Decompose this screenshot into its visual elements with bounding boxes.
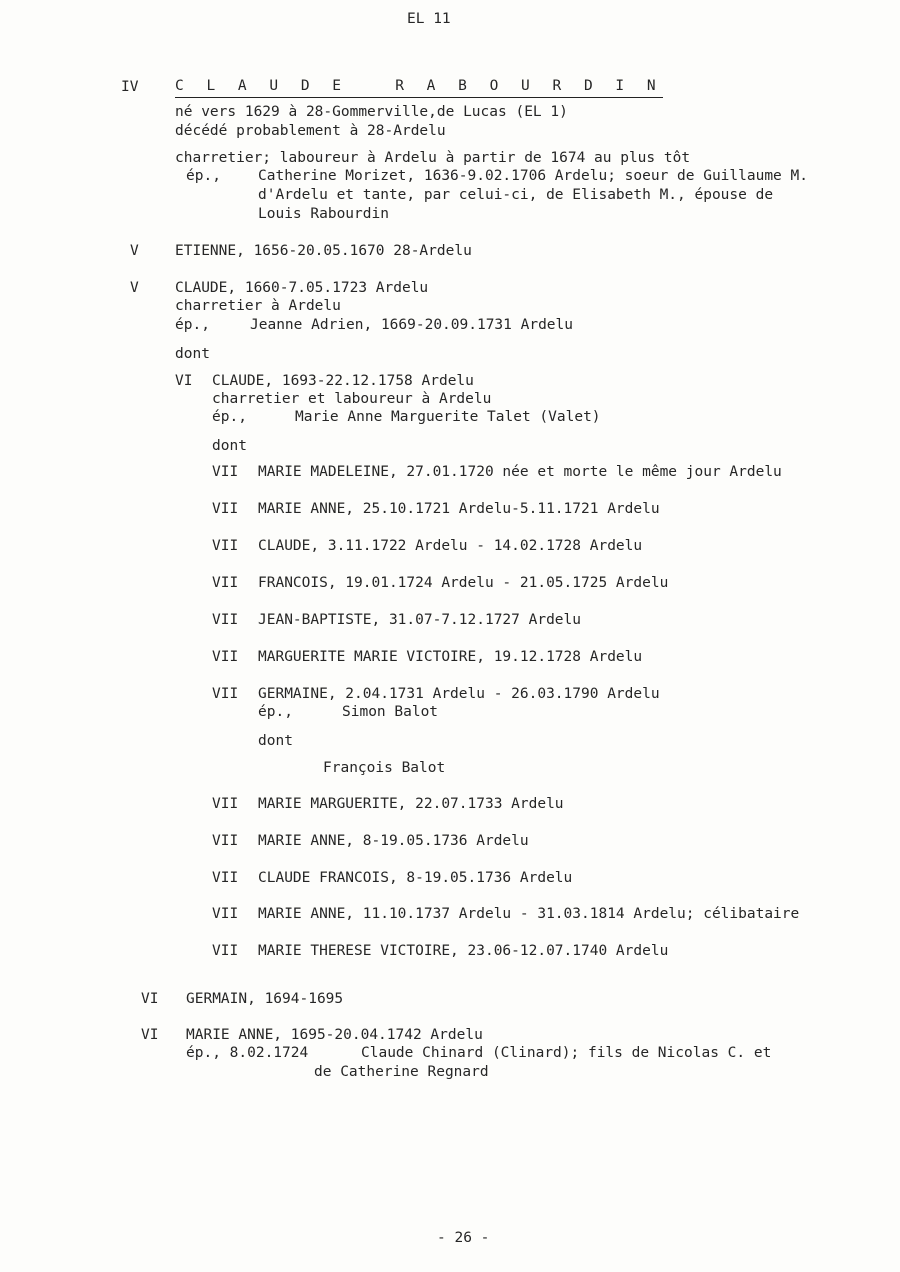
grandchild-entry: François Balot <box>323 760 446 776</box>
generation-label: VII <box>212 612 239 628</box>
spouse-label: ép., <box>258 704 293 720</box>
generation-label: VII <box>212 833 239 849</box>
spouse-label: ép., <box>175 317 210 333</box>
child-entry: FRANCOIS, 19.01.1724 Ardelu - 21.05.1725 Ardelu <box>258 575 669 591</box>
generation-label: VII <box>212 575 239 591</box>
generation-label: VII <box>212 870 239 886</box>
occupation-line: charretier à Ardelu <box>175 298 341 314</box>
spouse-line: Marie Anne Marguerite Talet (Valet) <box>295 409 601 425</box>
person-title: C L A U D E R A B O U R D I N <box>175 77 663 98</box>
occupation-line: charretier et laboureur à Ardelu <box>212 391 492 407</box>
child-entry: MARIE THERESE VICTOIRE, 23.06-12.07.1740 Ardelu <box>258 943 669 959</box>
generation-label: VII <box>212 686 239 702</box>
dont-label: dont <box>212 438 247 454</box>
page-reference: EL 11 <box>407 11 451 27</box>
generation-label: VII <box>212 796 239 812</box>
child-entry: MARIE ANNE, 25.10.1721 Ardelu-5.11.1721 Ardelu <box>258 501 660 517</box>
child-entry: ETIENNE, 1656-20.05.1670 28-Ardelu <box>175 243 472 259</box>
dont-label: dont <box>175 346 210 362</box>
spouse-label: ép., <box>186 168 221 184</box>
spouse-line: d'Ardelu et tante, par celui-ci, de Elisabeth M., épouse de <box>258 187 774 203</box>
child-entry: MARIE MARGUERITE, 22.07.1733 Ardelu <box>258 796 564 812</box>
spouse-line: Jeanne Adrien, 1669-20.09.1731 Ardelu <box>250 317 574 333</box>
generation-label: IV <box>121 79 139 95</box>
birth-line: né vers 1629 à 28-Gommerville,de Lucas (EL 1) <box>175 104 568 120</box>
child-entry: MARIE ANNE, 1695-20.04.1742 Ardelu <box>186 1027 483 1043</box>
spouse-line: de Catherine Regnard <box>314 1064 489 1080</box>
spouse-line: Louis Rabourdin <box>258 206 389 222</box>
generation-label: VII <box>212 943 239 959</box>
spouse-label: ép., 8.02.1724 <box>186 1045 309 1061</box>
child-entry: CLAUDE, 3.11.1722 Ardelu - 14.02.1728 Ardelu <box>258 538 643 554</box>
dont-label: dont <box>258 733 293 749</box>
child-entry: MARGUERITE MARIE VICTOIRE, 19.12.1728 Ardelu <box>258 649 643 665</box>
child-entry: GERMAIN, 1694-1695 <box>186 991 344 1007</box>
child-entry: JEAN-BAPTISTE, 31.07-7.12.1727 Ardelu <box>258 612 582 628</box>
occupation-line: charretier; laboureur à Ardelu à partir de 1674 au plus tôt <box>175 150 691 166</box>
generation-label: V <box>130 280 139 296</box>
child-entry: CLAUDE, 1660-7.05.1723 Ardelu <box>175 280 429 296</box>
generation-label: VII <box>212 501 239 517</box>
child-entry: MARIE ANNE, 8-19.05.1736 Ardelu <box>258 833 529 849</box>
child-entry: MARIE ANNE, 11.10.1737 Ardelu - 31.03.1814 Ardelu; célibataire <box>258 906 800 922</box>
generation-label: VI <box>141 1027 159 1043</box>
child-entry: CLAUDE FRANCOIS, 8-19.05.1736 Ardelu <box>258 870 573 886</box>
spouse-line: Simon Balot <box>342 704 439 720</box>
generation-label: VII <box>212 649 239 665</box>
child-entry: GERMAINE, 2.04.1731 Ardelu - 26.03.1790 Ardelu <box>258 686 660 702</box>
child-entry: CLAUDE, 1693-22.12.1758 Ardelu <box>212 373 474 389</box>
generation-label: VII <box>212 538 239 554</box>
page-number: - 26 - <box>437 1230 490 1246</box>
generation-label: VI <box>175 373 193 389</box>
generation-label: VII <box>212 906 239 922</box>
death-line: décédé probablement à 28-Ardelu <box>175 123 446 139</box>
generation-label: V <box>130 243 139 259</box>
child-entry: MARIE MADELEINE, 27.01.1720 née et morte le même jour Ardelu <box>258 464 782 480</box>
generation-label: VI <box>141 991 159 1007</box>
generation-label: VII <box>212 464 239 480</box>
spouse-line: Catherine Morizet, 1636-9.02.1706 Ardelu; soeur de Guillaume M. <box>258 168 808 184</box>
spouse-label: ép., <box>212 409 247 425</box>
spouse-line: Claude Chinard (Clinard); fils de Nicolas C. et <box>361 1045 772 1061</box>
